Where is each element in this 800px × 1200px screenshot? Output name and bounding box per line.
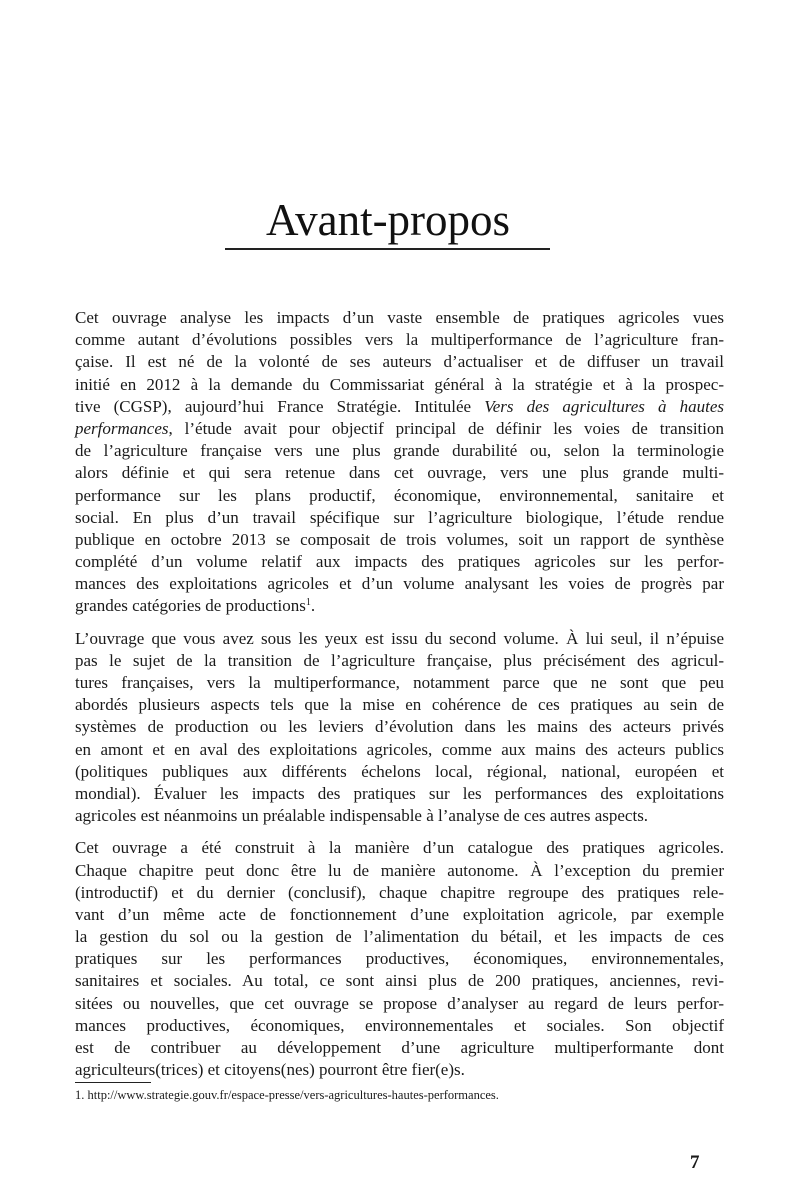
text-line xyxy=(75,573,724,595)
text-line xyxy=(75,1037,724,1059)
text-segment: Chaque chapitre peut donc être lu de manière autonome. À l’exception du premier xyxy=(75,860,724,880)
page-number: 7 xyxy=(690,1152,700,1173)
text-line xyxy=(75,507,724,529)
text-line xyxy=(75,716,724,738)
text-segment: en amont et en aval des exploitations agricoles, comme aux mains des acteurs publics xyxy=(75,739,724,759)
text-line xyxy=(75,837,724,859)
text-segment: pratiques sur les performances productives, économiques, environnementales, xyxy=(75,949,724,969)
text-line xyxy=(75,761,724,783)
text-line xyxy=(75,948,724,970)
text-line xyxy=(75,694,724,716)
text-segment: systèmes de production ou les leviers d’évolution dans les mains des acteurs privés xyxy=(75,717,724,737)
text-segment: L’ouvrage que vous avez sous les yeux est issu du second volume. À lui seul, il n’épuise xyxy=(75,628,724,648)
text-segment: social. En plus d’un travail spécifique sur l’agriculture biologique, l’étude rendue xyxy=(75,507,724,527)
text-line xyxy=(75,351,724,373)
text-line xyxy=(75,882,724,904)
text-line xyxy=(75,860,724,882)
text-segment: pas le sujet de la transition de l’agriculture française, plus précisément des agricul- xyxy=(75,650,724,670)
text-segment: agricoles est néanmoins un préalable indispensable à l’analyse de ces autres aspects. xyxy=(75,806,649,826)
text-segment: (politiques publiques aux différents échelons local, régional, national, européen et xyxy=(75,761,724,781)
text-segment: tures françaises, vers la multiperformance, notamment parce que ne sont que peu xyxy=(75,673,724,692)
text-line xyxy=(75,307,724,329)
text-segment: mances productives, économiques, environnementales et sociales. Son objectif xyxy=(75,1015,724,1035)
text-segment: tive (CGSP), aujourd’hui France Stratégie. Intitulée xyxy=(75,396,485,416)
body-text xyxy=(75,307,724,1091)
paragraph xyxy=(75,837,724,1081)
text-line xyxy=(75,993,724,1015)
footnote: 1. http://www.strategie.gouv.fr/espace-presse/vers-agricultures-hautes-performances. xyxy=(75,1088,499,1102)
text-segment: complété d’un volume relatif aux impacts des pratiques agricoles sur les perfor- xyxy=(75,552,724,572)
text-segment: de l’agriculture française vers une plus grande durabilité ou, selon la terminologie xyxy=(75,441,724,461)
text-segment: mances des exploitations agricoles et d’un volume analysant les voies de progrès par xyxy=(75,574,724,594)
text-line xyxy=(75,805,724,827)
text-line xyxy=(75,551,724,573)
text-segment: publique en octobre 2013 se composait de trois volumes, soit un rapport de synthèse xyxy=(75,529,724,549)
text-line xyxy=(75,904,724,926)
text-line xyxy=(75,970,724,992)
text-line xyxy=(75,672,724,694)
text-line xyxy=(75,739,724,761)
text-segment: . xyxy=(310,596,316,616)
text-line xyxy=(75,926,724,948)
text-line xyxy=(75,396,724,418)
text-line xyxy=(75,628,724,650)
paragraph xyxy=(75,307,724,618)
text-line xyxy=(75,529,724,551)
page-title: Avant-propos xyxy=(265,195,511,245)
text-segment: alors définie et qui sera retenue dans cet ouvrage, vers une plus grande multi- xyxy=(75,463,724,483)
text-segment: (introductif) et du dernier (conclusif), chaque chapitre regroupe des pratiques rele- xyxy=(75,882,724,902)
text-line xyxy=(75,329,724,351)
paragraph xyxy=(75,628,724,828)
italic-text: performances xyxy=(75,418,169,438)
text-line xyxy=(75,1059,724,1081)
title-underline xyxy=(225,248,550,250)
text-line xyxy=(75,1015,724,1037)
text-line xyxy=(75,650,724,672)
text-line xyxy=(75,440,724,462)
text-segment: est de contribuer au développement d’une agriculture multiperformante dont xyxy=(75,1038,724,1057)
italic-text: Vers des agricultures à hautes xyxy=(484,396,724,416)
text-line xyxy=(75,485,724,507)
text-segment: Cet ouvrage a été construit à la manière d’un catalogue des pratiques agricoles. xyxy=(75,838,724,858)
text-segment: la gestion du sol ou la gestion de l’alimentation du bétail, et les impacts de ces xyxy=(75,927,724,947)
text-segment: çaise. Il est né de la volonté de ses auteurs d’actualiser et de diffuser un travail xyxy=(75,352,724,372)
text-segment: comme autant d’évolutions possibles vers la multiperformance de l’agriculture fran- xyxy=(75,330,724,350)
text-segment: abordés plusieurs aspects tels que la mise en cohérence de ces pratiques au sein de xyxy=(75,695,724,715)
text-segment: grandes catégories de productions xyxy=(75,596,306,616)
text-line xyxy=(75,418,724,440)
footnote-divider xyxy=(75,1082,151,1083)
text-line xyxy=(75,783,724,805)
text-segment: performance sur les plans productif, économique, environnemental, sanitaire et xyxy=(75,485,724,505)
text-segment: Cet ouvrage analyse les impacts d’un vaste ensemble de pratiques agricoles vues xyxy=(75,308,724,327)
text-line xyxy=(75,374,724,396)
text-line xyxy=(75,462,724,484)
text-segment: sitées ou nouvelles, que cet ouvrage se propose d’analyser au regard de leurs perfor- xyxy=(75,993,724,1013)
text-line xyxy=(75,595,724,617)
text-segment: vant d’un même acte de fonctionnement d’une exploitation agricole, par exemple xyxy=(75,904,724,924)
text-segment: sanitaires et sociales. Au total, ce sont ainsi plus de 200 pratiques, anciennes, revi- xyxy=(75,971,724,991)
text-segment: , l’étude avait pour objectif principal de définir les voies de transition xyxy=(168,418,724,438)
text-segment: mondial). Évaluer les impacts des pratiques sur les performances des exploitations xyxy=(75,783,724,803)
text-segment: initié en 2012 à la demande du Commissariat général à la stratégie et à la prospec- xyxy=(75,374,724,394)
footnote-ref: 1 xyxy=(305,597,311,609)
text-segment: agriculteurs(trices) et citoyens(nes) pourront être fier(e)s. xyxy=(75,1060,465,1080)
